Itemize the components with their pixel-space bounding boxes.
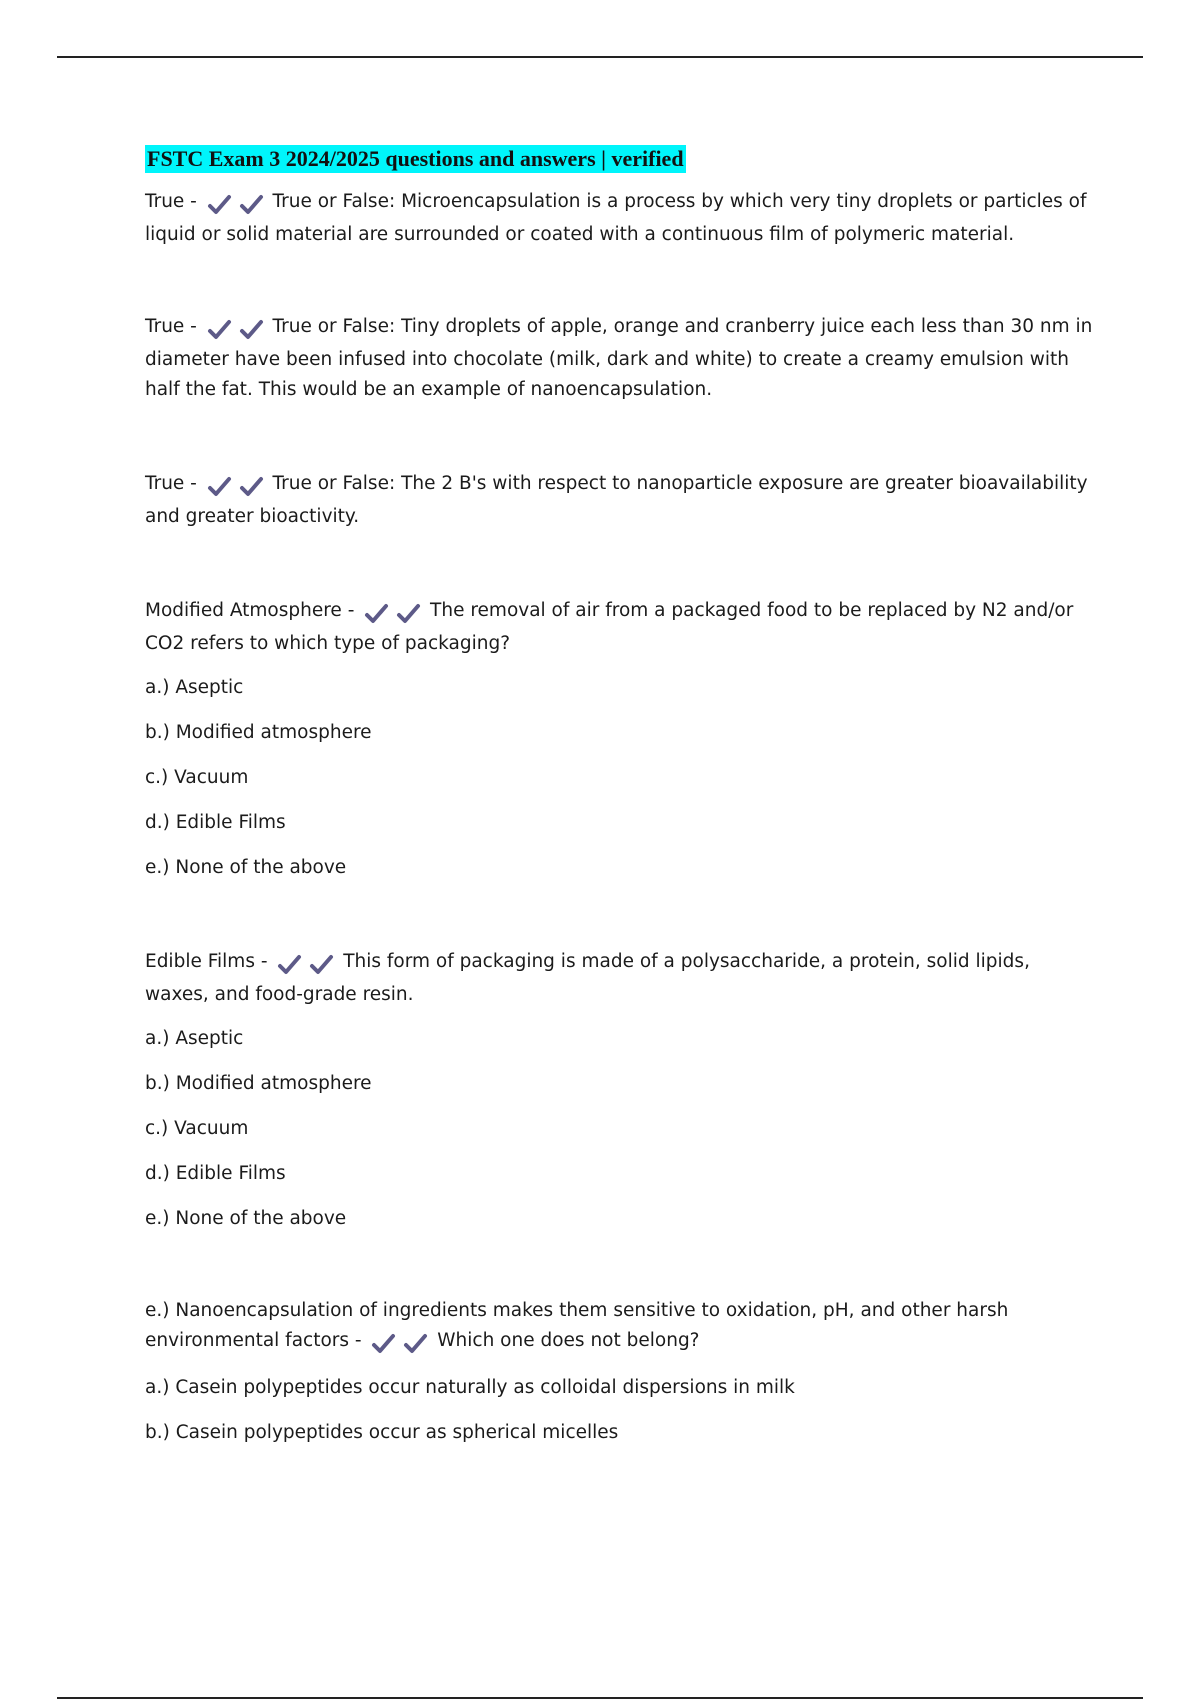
check-icon xyxy=(239,476,265,498)
qa-item-1 xyxy=(145,187,1095,250)
options-list-4 xyxy=(145,673,1095,883)
check-icon xyxy=(396,603,422,625)
option-item: e.) None of the above xyxy=(145,1208,347,1229)
check-marks xyxy=(207,190,265,220)
option-item: e.) None of the above xyxy=(145,857,347,878)
check-marks xyxy=(207,472,265,502)
check-icon xyxy=(207,476,233,498)
answer-text: e.) Nanoencapsulation of ingredients makes them sensitive to oxidation, pH, and other harsh environmental factors - xyxy=(145,1300,1009,1351)
check-icon xyxy=(277,954,303,976)
bottom-rule xyxy=(57,1697,1143,1699)
qa-item-2 xyxy=(145,312,1095,405)
option-item: a.) Casein polypeptides occur naturally as colloidal dispersions in milk xyxy=(145,1377,795,1398)
question-text: True or False: The 2 B's with respect to nanoparticle exposure are greater bioavailability and greater bioactivity. xyxy=(145,473,1088,527)
check-icon xyxy=(309,954,335,976)
option-item: b.) Modified atmosphere xyxy=(145,722,372,743)
option-item: c.) Vacuum xyxy=(145,767,249,788)
question-text: Which one does not belong? xyxy=(437,1330,700,1351)
check-icon xyxy=(207,194,233,216)
question-text: True or False: Tiny droplets of apple, orange and cranberry juice each less than 30 nm in diameter have been infused into chocolate (milk, dark and white) to create a creamy emulsion with half the fat. This would be an example of nanoencapsulation. xyxy=(145,316,1093,400)
question-text: This form of packaging is made of a polysaccharide, a protein, solid lipids, waxes, and food-grade resin. xyxy=(145,951,1030,1005)
check-icon xyxy=(403,1333,429,1355)
qa-item-3 xyxy=(145,469,1095,532)
option-item: a.) Aseptic xyxy=(145,677,244,698)
qa-item-5 xyxy=(145,947,1095,1010)
option-item: c.) Vacuum xyxy=(145,1118,249,1139)
check-icon xyxy=(207,319,233,341)
option-item: b.) Modified atmosphere xyxy=(145,1073,372,1094)
options-list-6 xyxy=(145,1373,1095,1448)
answer-text: True - xyxy=(145,316,197,337)
answer-text: True - xyxy=(145,191,197,212)
check-marks xyxy=(207,315,265,345)
answer-text: Modified Atmosphere - xyxy=(145,600,355,621)
question-text: The removal of air from a packaged food to be replaced by N2 and/or CO2 refers to which type of packaging? xyxy=(145,600,1074,654)
check-icon xyxy=(371,1333,397,1355)
check-icon xyxy=(239,319,265,341)
top-rule xyxy=(57,56,1143,58)
qa-item-4 xyxy=(145,596,1095,659)
check-marks xyxy=(371,1329,429,1359)
option-item: b.) Casein polypeptides occur as spherical micelles xyxy=(145,1422,619,1443)
check-icon xyxy=(239,194,265,216)
check-marks xyxy=(277,950,335,980)
answer-text: Edible Films - xyxy=(145,951,268,972)
answer-text: True - xyxy=(145,473,197,494)
options-list-5 xyxy=(145,1024,1095,1234)
option-item: a.) Aseptic xyxy=(145,1028,244,1049)
option-item: d.) Edible Films xyxy=(145,1163,286,1184)
qa-item-6 xyxy=(145,1296,1095,1359)
check-icon xyxy=(364,603,390,625)
check-marks xyxy=(364,599,422,629)
page-title: FSTC Exam 3 2024/2025 questions and answers | verified xyxy=(147,146,684,171)
document-body xyxy=(145,145,1095,1448)
option-item: d.) Edible Films xyxy=(145,812,286,833)
question-text: True or False: Microencapsulation is a process by which very tiny droplets or particles of liquid or solid material are surrounded or coated with a continuous film of polymeric material. xyxy=(145,191,1087,245)
